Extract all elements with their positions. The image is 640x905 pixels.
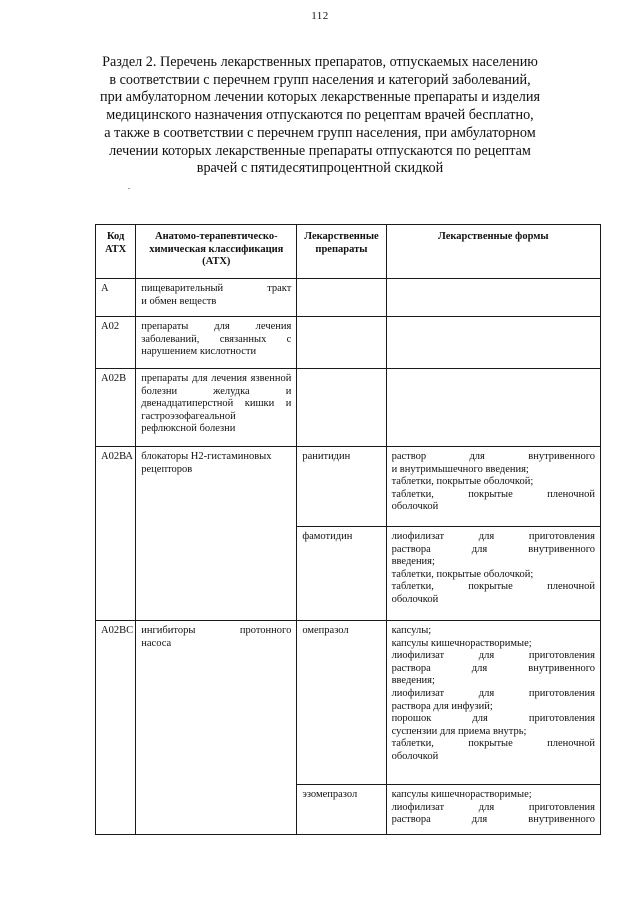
atc-code: А — [96, 279, 136, 317]
form-line: порошок для приготовления — [391, 713, 595, 725]
table-row — [96, 279, 601, 317]
drug-name-cell — [297, 369, 386, 447]
form-line: суспензии для приема внутрь; — [391, 725, 527, 737]
drug-name: омепразол — [297, 621, 386, 785]
header-forms: Лекарственные формы — [386, 225, 600, 279]
classification-word: насоса — [141, 637, 172, 649]
form-line: оболочкой — [391, 593, 439, 605]
form-line: таблетки, покрытые пленочной — [391, 581, 595, 593]
form-line: капсулы кишечнорастворимые; — [391, 789, 532, 800]
section-title-line: при амбулаторном лечении которых лекарственные препараты и изделия — [99, 89, 541, 106]
drug-forms-cell — [386, 527, 600, 621]
drug-forms-cell — [386, 279, 600, 317]
form-line: раствора для внутривенного — [391, 814, 595, 826]
form-line: и внутримышечного введения; — [391, 463, 529, 475]
form-line: капсулы кишечнорастворимые; — [391, 637, 532, 649]
section-title-line: лечении которых лекарственные препараты отпускаются по рецептам — [109, 142, 531, 159]
form-line: таблетки, покрытые оболочкой; — [391, 476, 534, 488]
header-drugs: Лекарственные препараты — [297, 225, 386, 279]
section-title-line: врачей с пятидесятипроцентной скидкой — [196, 160, 444, 177]
atc-code: А02ВА — [96, 447, 136, 621]
form-line: лиофилизат для приготовления — [391, 650, 595, 662]
atc-classification — [136, 279, 297, 317]
drug-name: фамотидин — [297, 527, 386, 621]
atc-code: А02В — [96, 369, 136, 447]
atc-classification: препараты для лечения заболеваний, связанных с нарушением кислотности — [136, 317, 297, 369]
form-line: лиофилизат для приготовления — [391, 801, 595, 813]
form-line: введения; — [391, 675, 435, 687]
form-line: капсулы; — [391, 625, 432, 636]
atc-drug-table — [95, 224, 601, 835]
drug-name-cell — [297, 317, 386, 369]
table-row — [96, 317, 601, 369]
form-line: раствора для внутривенного — [391, 662, 595, 674]
form-line: лиофилизат для приготовления — [391, 531, 595, 542]
classification-word: тракт — [267, 283, 292, 294]
table-row — [96, 621, 601, 785]
form-line: оболочкой — [391, 501, 439, 513]
section-title-line: Раздел 2. Перечень лекарственных препаратов, отпускаемых населению — [102, 54, 538, 70]
table-row — [96, 369, 601, 447]
table-header-row — [96, 225, 601, 279]
page-number: 112 — [311, 10, 329, 22]
form-line: таблетки, покрытые пленочной — [391, 488, 595, 500]
drug-name: ранитидин — [297, 447, 386, 527]
form-line: оболочкой — [391, 750, 439, 762]
form-line: раствора для инфузий; — [391, 700, 493, 712]
form-line: раствор для внутривенного — [391, 451, 595, 462]
scan-speck — [128, 188, 130, 189]
classification-word: ингибиторы — [141, 625, 196, 636]
section-title-line: медицинского назначения отпускаются по рецептам врачей бесплатно, — [106, 107, 534, 124]
drug-forms-cell — [386, 447, 600, 527]
atc-classification: блокаторы Н2-гистаминовых рецепторов — [136, 447, 297, 621]
drug-forms-cell — [386, 785, 600, 835]
drug-name: эзомепразол — [297, 785, 386, 835]
classification-word: пищеварительный — [141, 283, 224, 294]
atc-classification: препараты для лечения язвенной болезни желудка и двенадцатиперстной кишки и гастроэзофагеальной рефлюксной болезни — [136, 369, 297, 447]
form-line: таблетки, покрытые оболочкой; — [391, 568, 534, 580]
header-code: Код АТХ — [96, 225, 136, 279]
classification-word: протонного — [239, 625, 292, 636]
form-line: таблетки, покрытые пленочной — [391, 738, 595, 750]
drug-name-cell — [297, 279, 386, 317]
drug-forms-cell — [386, 317, 600, 369]
drug-forms-cell — [386, 621, 600, 785]
section-title-line: в соответствии с перечнем групп населения и категорий заболеваний, — [109, 71, 531, 88]
form-line: раствора для внутривенного — [391, 543, 595, 555]
table-row — [96, 447, 601, 527]
classification-word: и обмен веществ — [141, 295, 217, 307]
form-line: введения; — [391, 556, 435, 568]
header-classification: Анатомо-терапевтическо-химическая классификация (АТХ) — [136, 225, 297, 279]
form-line: лиофилизат для приготовления — [391, 687, 595, 699]
section-title-line: а также в соответствии с перечнем групп населения, при амбулаторном — [104, 124, 536, 141]
atc-code: А02ВС — [96, 621, 136, 835]
atc-code: А02 — [96, 317, 136, 369]
atc-classification — [136, 621, 297, 835]
drug-forms-cell — [386, 369, 600, 447]
section-title — [90, 54, 550, 178]
